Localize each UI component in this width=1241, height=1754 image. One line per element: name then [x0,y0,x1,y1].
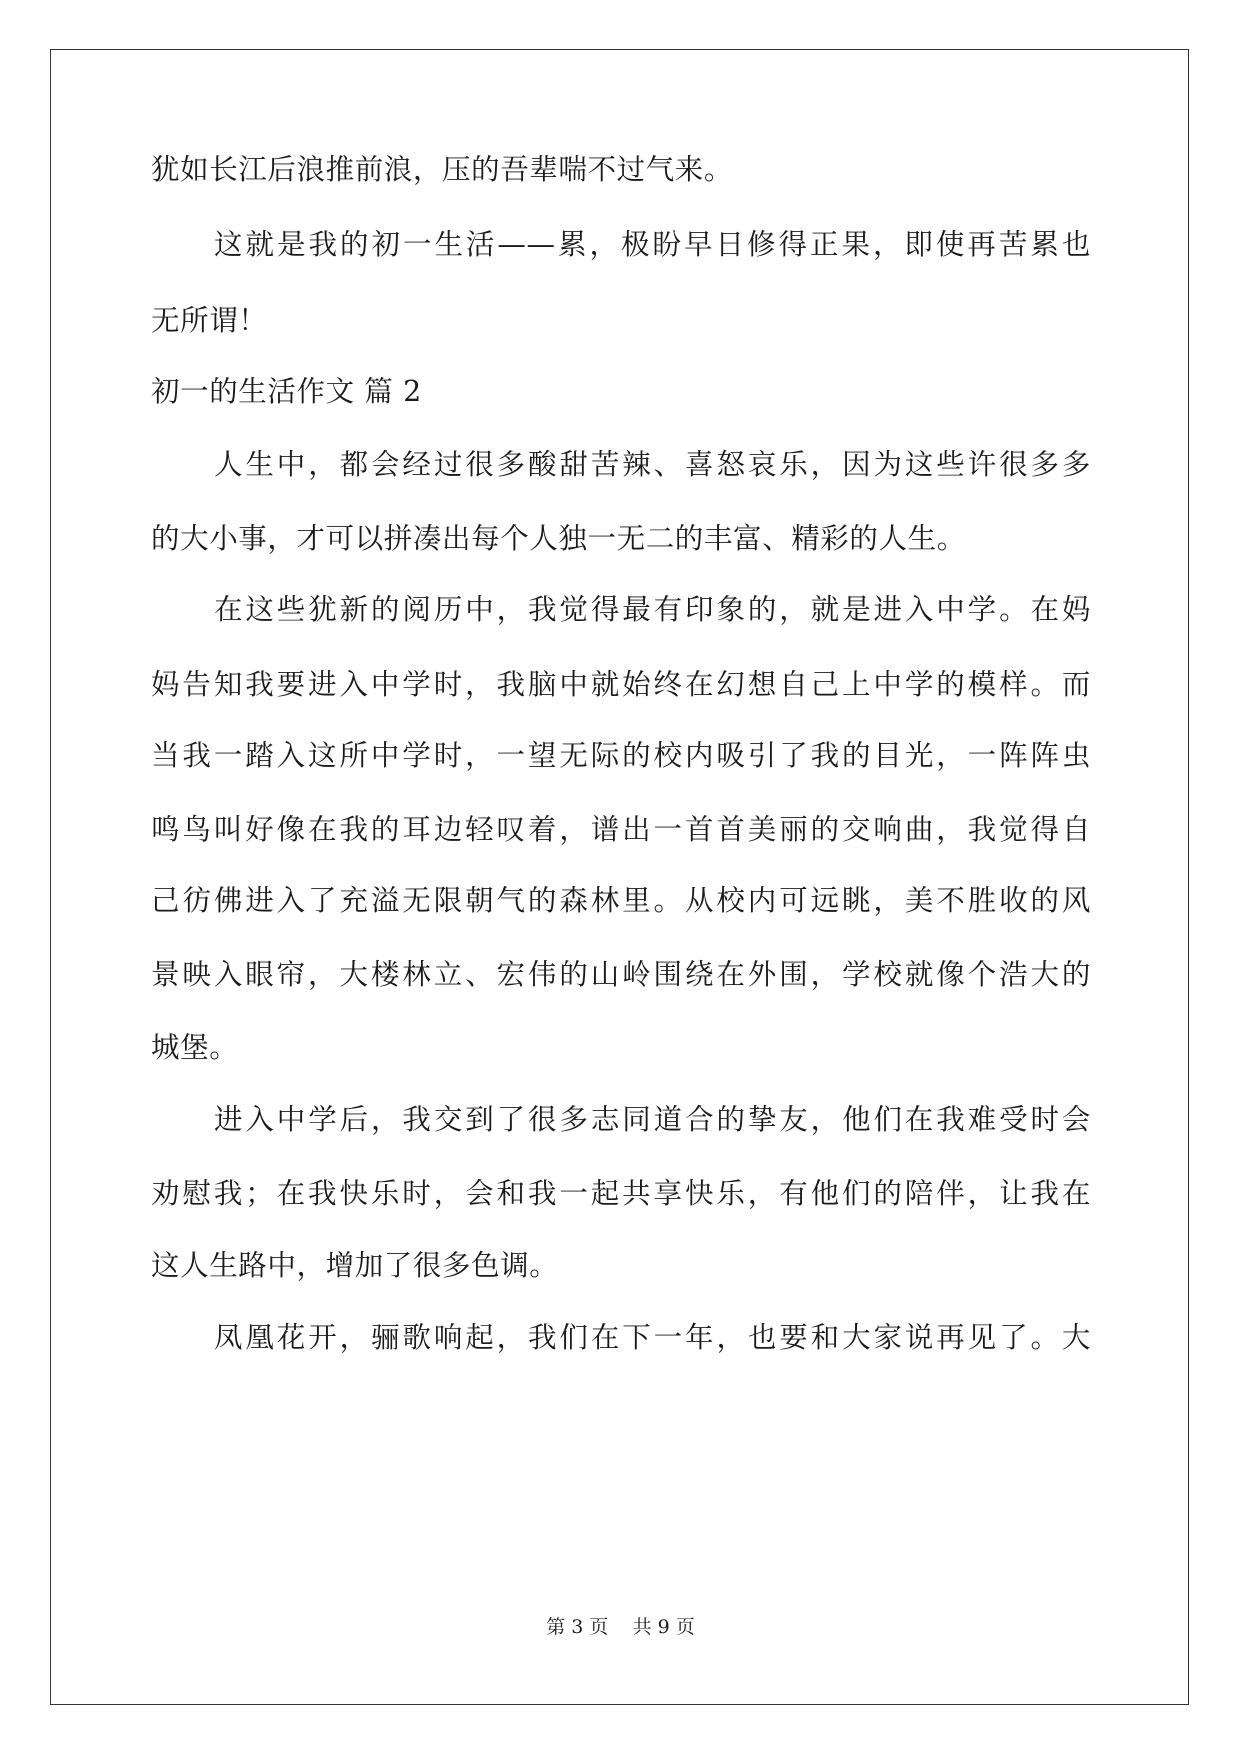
page-number-label: 第 3 页 共 9 页 [546,1616,695,1638]
section-heading: 初一的生活作文 篇 2 [151,375,422,408]
text-line: 景映入眼帘，大楼林立、宏伟的山岭围绕在外围，学校就像个浩大的 [151,958,1091,991]
text-line: 人生中，都会经过很多酸甜苦辣、喜怒哀乐，因为这些许很多多 [214,448,1091,481]
text-line: 的大小事，才可以拼凑出每个人独一无二的丰富、精彩的人生。 [151,522,966,555]
text-line: 这人生路中，增加了很多色调。 [151,1249,559,1282]
text-line: 妈告知我要进入中学时，我脑中就始终在幻想自己上中学的模样。而 [151,668,1091,701]
text-line: 在这些犹新的阅历中，我觉得最有印象的，就是进入中学。在妈 [214,593,1091,626]
text-line: 鸣鸟叫好像在我的耳边轻叹着，谱出一首首美丽的交响曲，我觉得自 [151,813,1091,846]
text-line: 进入中学后，我交到了很多志同道合的挚友，他们在我难受时会 [214,1103,1091,1136]
text-line: 劝慰我；在我快乐时，会和我一起共享快乐，有他们的陪伴，让我在 [151,1177,1091,1210]
page-border [50,49,1189,1705]
text-line: 无所谓！ [151,304,268,337]
page-footer [0,1615,1241,1639]
text-line: 当我一踏入这所中学时，一望无际的校内吸引了我的目光，一阵阵虫 [151,739,1091,772]
text-line: 己彷佛进入了充溢无限朝气的森林里。从校内可远眺，美不胜收的风 [151,884,1091,917]
text-line: 这就是我的初一生活——累，极盼早日修得正果，即使再苦累也 [214,228,1091,261]
text-line: 凤凰花开，骊歌响起，我们在下一年，也要和大家说再见了。大 [214,1321,1091,1354]
text-line: 犹如长江后浪推前浪，压的吾辈喘不过气来。 [151,153,734,186]
text-line: 城堡。 [151,1031,239,1064]
